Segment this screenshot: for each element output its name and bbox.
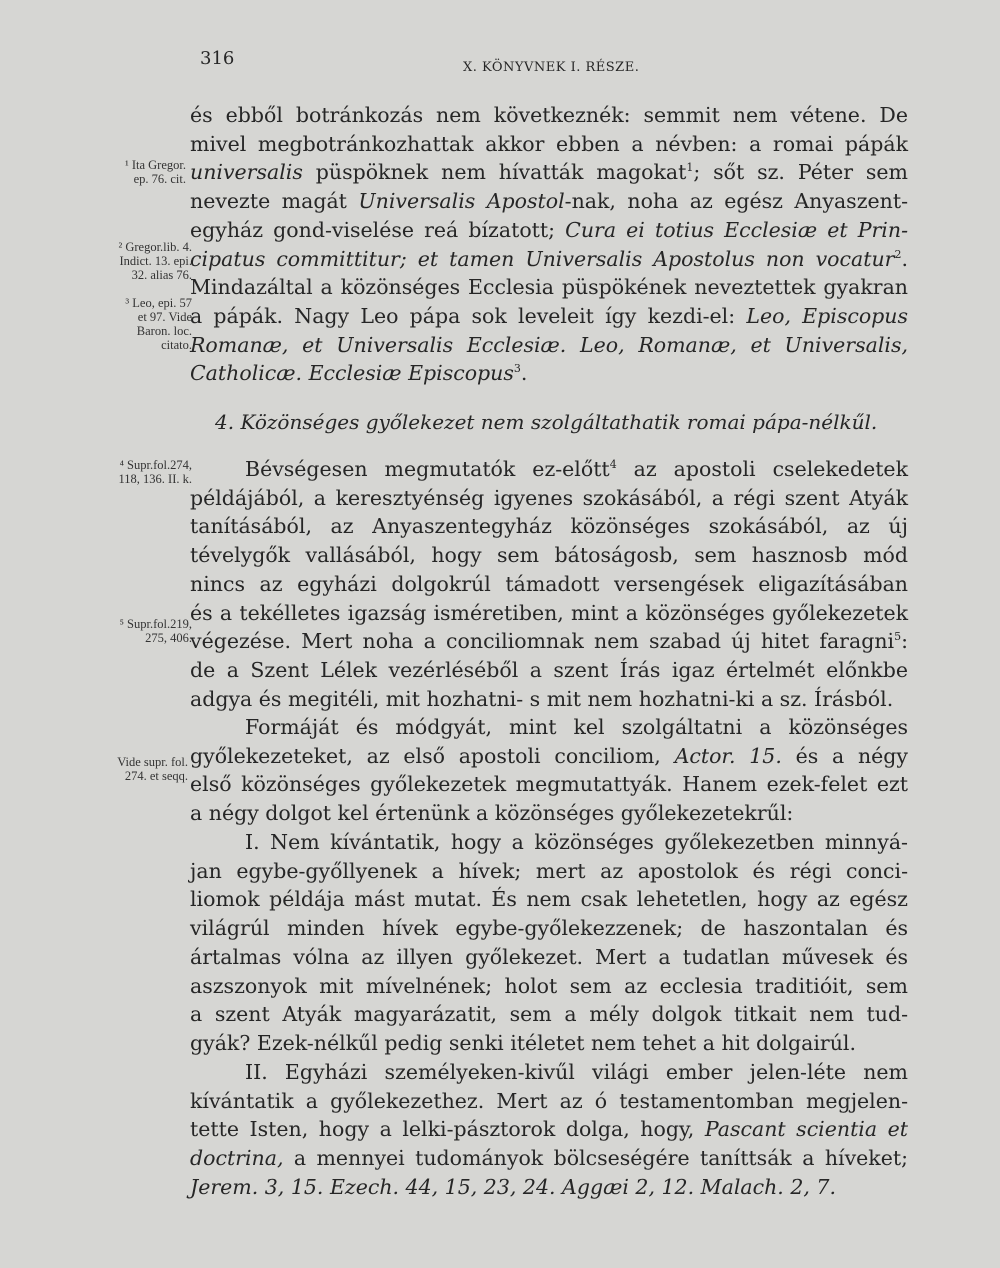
paragraph-5	[190, 1058, 908, 1202]
margin-note: ² Gregor.lib. 4. Indict. 13. epi. 32. alias 76.	[118, 240, 192, 282]
text-line: gyák? Ezek-nélkűl pedig senki itéletet nem tehet a hit dolgairúl.	[190, 1030, 856, 1055]
running-title: X. KÖNYVNEK I. RÉSZE.	[463, 60, 640, 75]
text-line: kívántatik a győlekezethez. Mert az ó testamentomban megjelen-	[190, 1088, 908, 1113]
text-line: nevezte magát Universalis Apostol-nak, noha az egész Anyaszent-	[190, 189, 909, 214]
text-line: Bévségesen megmutatók ez-előtt$^4$ az apostoli cselekedetek	[245, 457, 908, 481]
text-line: tette Isten, hogy a lelki-pásztorok dolga, hogy, Pascant scientia et	[190, 1117, 909, 1142]
section-title: 4. Közönséges győlekezet nem szolgáltathatik romai pápa-nélkűl.	[215, 410, 878, 434]
text-line: és ebből botránkozás nem következnék: semmit nem vétene. De	[190, 103, 908, 127]
margin-note: ¹ Ita Gregor. ep. 76. cit.	[124, 158, 186, 186]
text-line: egyház gond-viselése reá bízatott; Cura ei totius Ecclesiæ et Prin-	[190, 217, 908, 242]
text-line: első közönséges győlekezetek megmutattyák. Hanem ezek-felet ezt	[190, 772, 908, 797]
paragraph-1	[190, 101, 908, 388]
text-line: Jerem. 3, 15. Ezech. 44, 15, 23, 24. Aggæi 2, 12. Malach. 2, 7.	[190, 1174, 836, 1199]
text-line: tévelygők vallásából, hogy sem bátoságosb, sem hasznosb mód	[190, 543, 908, 568]
text-line: cipatus committitur; et tamen Universalis Apostolus non vocatur$^2$.	[190, 246, 908, 271]
text-line: győlekezeteket, az első apostoli conciliom, Actor. 15. és a négy	[190, 743, 908, 768]
text-line: Mindazáltal a közönséges Ecclesia püspökének neveztettek gyakran	[190, 275, 908, 300]
text-line: nincs az egyházi dolgokrúl támadott versengések eligazításában	[190, 571, 908, 596]
text-line: mivel megbotránkozhattak akkor ebben a névben: a romai pápák	[190, 131, 908, 156]
text-line: de a Szent Lélek vezérléséből a szent Írás igaz értelmét előnkbe	[190, 657, 908, 682]
text-line: ártalmas vólna az illyen győlekezet. Mert a tudatlan művesek és	[190, 944, 908, 969]
text-line: és a tekélletes igazság isméretiben, mint a közönséges győlekezetek	[190, 600, 908, 625]
paragraph-4	[190, 828, 908, 1058]
text-line: jan egybe-győllyenek a hívek; mert az apostolok és régi conci-	[190, 858, 908, 883]
paragraph-2	[190, 455, 908, 713]
text-line: universalis püspöknek nem hívatták magokat$^1$; sőt sz. Péter sem	[190, 160, 908, 185]
page-number: 316	[200, 48, 235, 69]
text-line: példájából, a keresztyénség igyenes szokásából, a régi szent Atyák	[190, 485, 908, 510]
text-line: a szent Atyák magyarázatit, sem a mély dolgok titkait nem tud-	[190, 1002, 908, 1027]
margin-note: ³ Leo, epi. 57 et 97. Vide Baron. loc. citato.	[125, 296, 192, 352]
text-line: a pápák. Nagy Leo pápa sok leveleit így kezdi-el: Leo, Episcopus	[190, 303, 909, 328]
text-line: aszszonyok mit mívelnének; holot sem az ecclesia traditióit, sem	[190, 973, 908, 998]
text-line: doctrina, a mennyei tudományok bölcseségére taníttsák a híveket;	[190, 1146, 908, 1171]
text-line: liomok példája mást mutat. És nem csak lehetetlen, hogy az egész	[190, 887, 908, 912]
margin-note: Vide supr. fol. 274. et seqq.	[117, 755, 188, 783]
margin-note: ⁵ Supr.fol.219, 275, 406.	[119, 617, 192, 645]
text-line: Formáját és módgyát, mint kel szolgáltatni a közönséges	[245, 715, 908, 739]
text-line: II. Egyházi személyeken-kivűl világi ember jelen-léte nem	[245, 1060, 908, 1084]
text-line: I. Nem kívántatik, hogy a közönséges győlekezetben minnyá-	[245, 830, 908, 854]
text-line: Catholicæ. Ecclesiæ Episcopus$^3$.	[190, 361, 528, 386]
text-line: Romanæ, et Universalis Ecclesiæ. Leo, Romanæ, et Universalis,	[190, 332, 908, 357]
paragraph-3	[190, 713, 908, 828]
text-line: végezése. Mert noha a conciliomnak nem szabad új hitet faragni$^5$:	[190, 629, 908, 654]
margin-note: ⁴ Supr.fol.274, 118, 136. II. k.	[118, 458, 192, 486]
text-line: világrúl minden hívek egybe-győlekezzenek; de haszontalan és	[190, 916, 908, 941]
text-line: a négy dolgot kel értenünk a közönséges győlekezetekrűl:	[190, 801, 794, 826]
text-line: adgya és megitéli, mit hozhatni- s mit nem hozhatni-ki a sz. Írásból.	[190, 686, 894, 711]
text-line: tanításából, az Anyaszentegyház közönséges szokásából, az új	[190, 514, 908, 539]
